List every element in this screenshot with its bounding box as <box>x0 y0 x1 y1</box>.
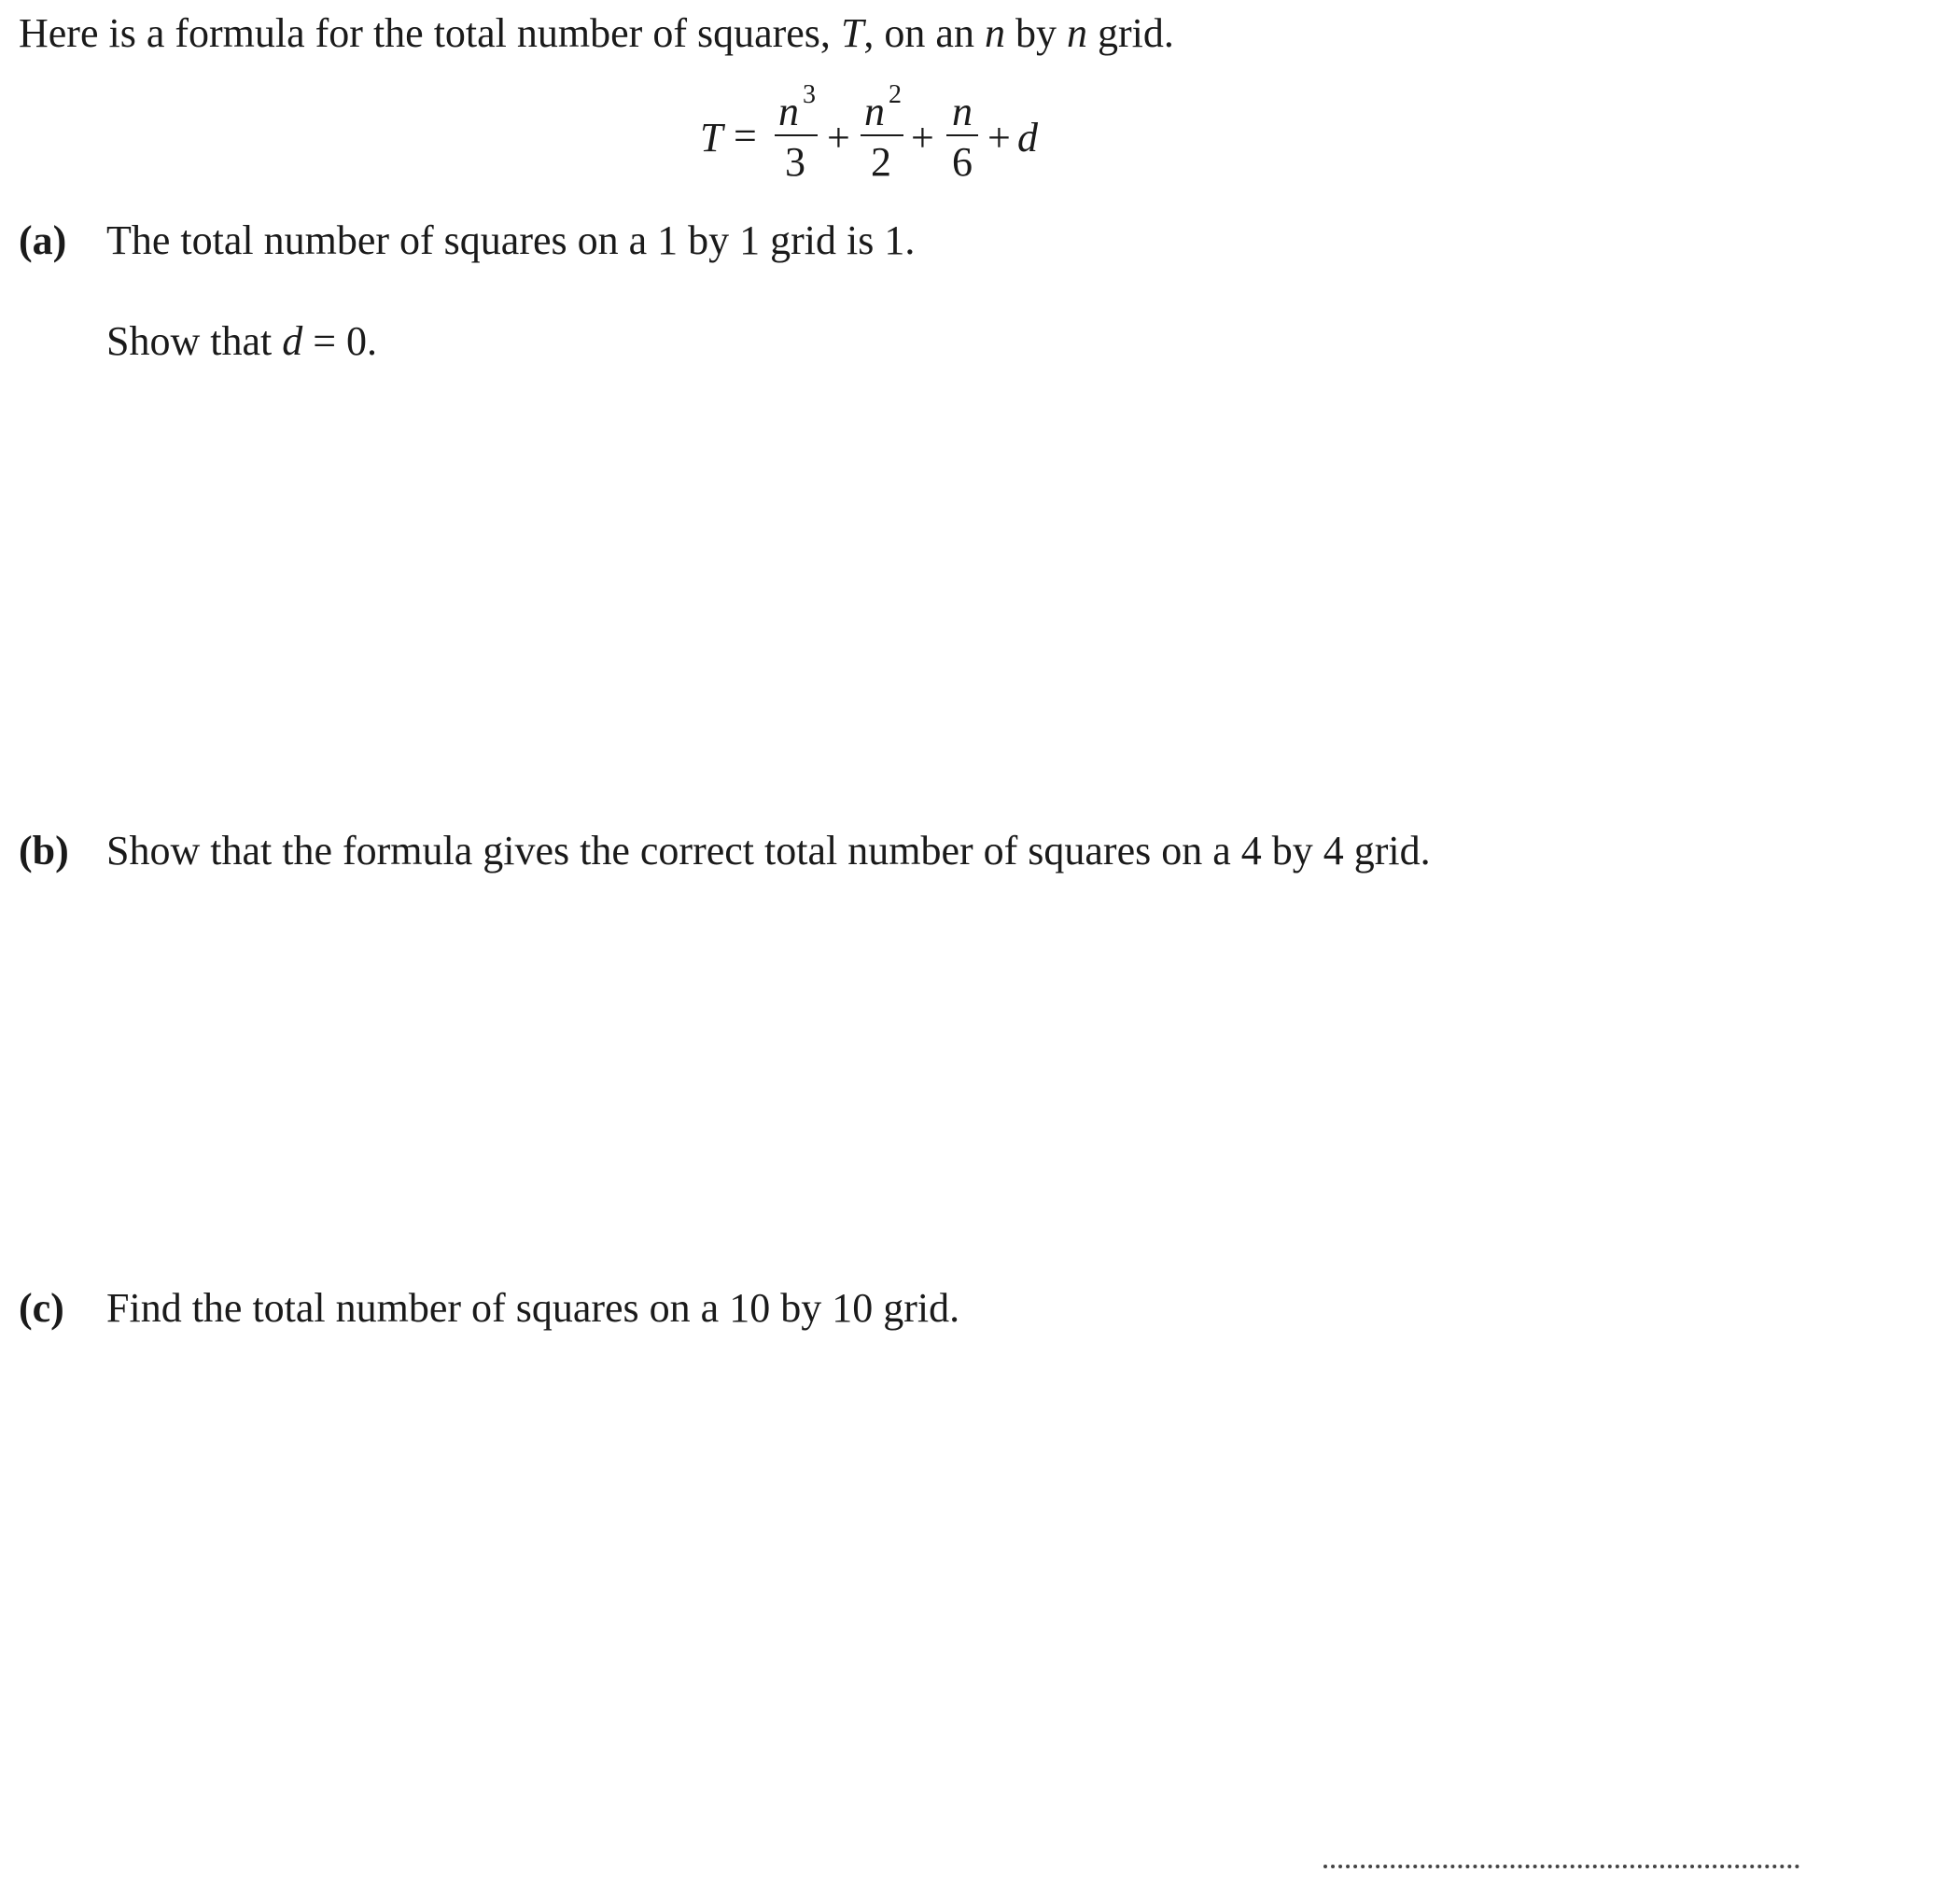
formula-lhs: T <box>700 115 723 161</box>
plus-sign-1: + <box>827 115 850 161</box>
intro-text-1: Here is a formula for the total number of squares, <box>19 10 841 56</box>
intro-text-2: , on an <box>863 10 985 56</box>
intro-sentence <box>19 10 1174 56</box>
intro-var-n-2: n <box>1066 10 1087 56</box>
intro-text-3: by <box>1004 10 1067 56</box>
term2-denominator: 2 <box>871 139 891 185</box>
formula-equals: = <box>734 113 757 159</box>
term2-fraction-bar <box>861 134 903 136</box>
part-a-label: (a) <box>19 217 67 263</box>
part-c-text: Find the total number of squares on a 10 by 10 grid. <box>106 1285 960 1331</box>
term2-numerator: n <box>864 89 885 134</box>
part-c-label: (c) <box>19 1285 64 1331</box>
intro-var-n: n <box>984 10 1005 56</box>
term1-fraction-bar <box>775 134 818 136</box>
term3-numerator: n <box>952 89 973 134</box>
formula-constant: d <box>1017 115 1038 161</box>
part-a-var-d: d <box>282 318 303 364</box>
term3-denominator: 6 <box>952 139 973 185</box>
answer-line[interactable] <box>1323 1865 1799 1868</box>
term1-denominator: 3 <box>785 139 805 185</box>
part-a-instruction <box>106 318 378 364</box>
term1-numerator: n <box>778 89 799 134</box>
formula <box>691 77 1083 189</box>
part-a-instruction-prefix: Show that <box>106 318 283 364</box>
part-b-label: (b) <box>19 828 69 874</box>
plus-sign-3: + <box>987 115 1011 161</box>
part-a-instruction-suffix: = 0. <box>302 318 378 364</box>
term2-exponent: 2 <box>889 80 902 109</box>
intro-text-4: grid. <box>1086 10 1174 56</box>
plus-sign-2: + <box>911 115 934 161</box>
intro-var-t: T <box>840 10 864 56</box>
part-a-text: The total number of squares on a 1 by 1 grid is 1. <box>106 217 916 263</box>
part-b-text: Show that the formula gives the correct total number of squares on a 4 by 4 grid. <box>106 828 1431 874</box>
term1-exponent: 3 <box>803 80 816 109</box>
term3-fraction-bar <box>946 134 978 136</box>
